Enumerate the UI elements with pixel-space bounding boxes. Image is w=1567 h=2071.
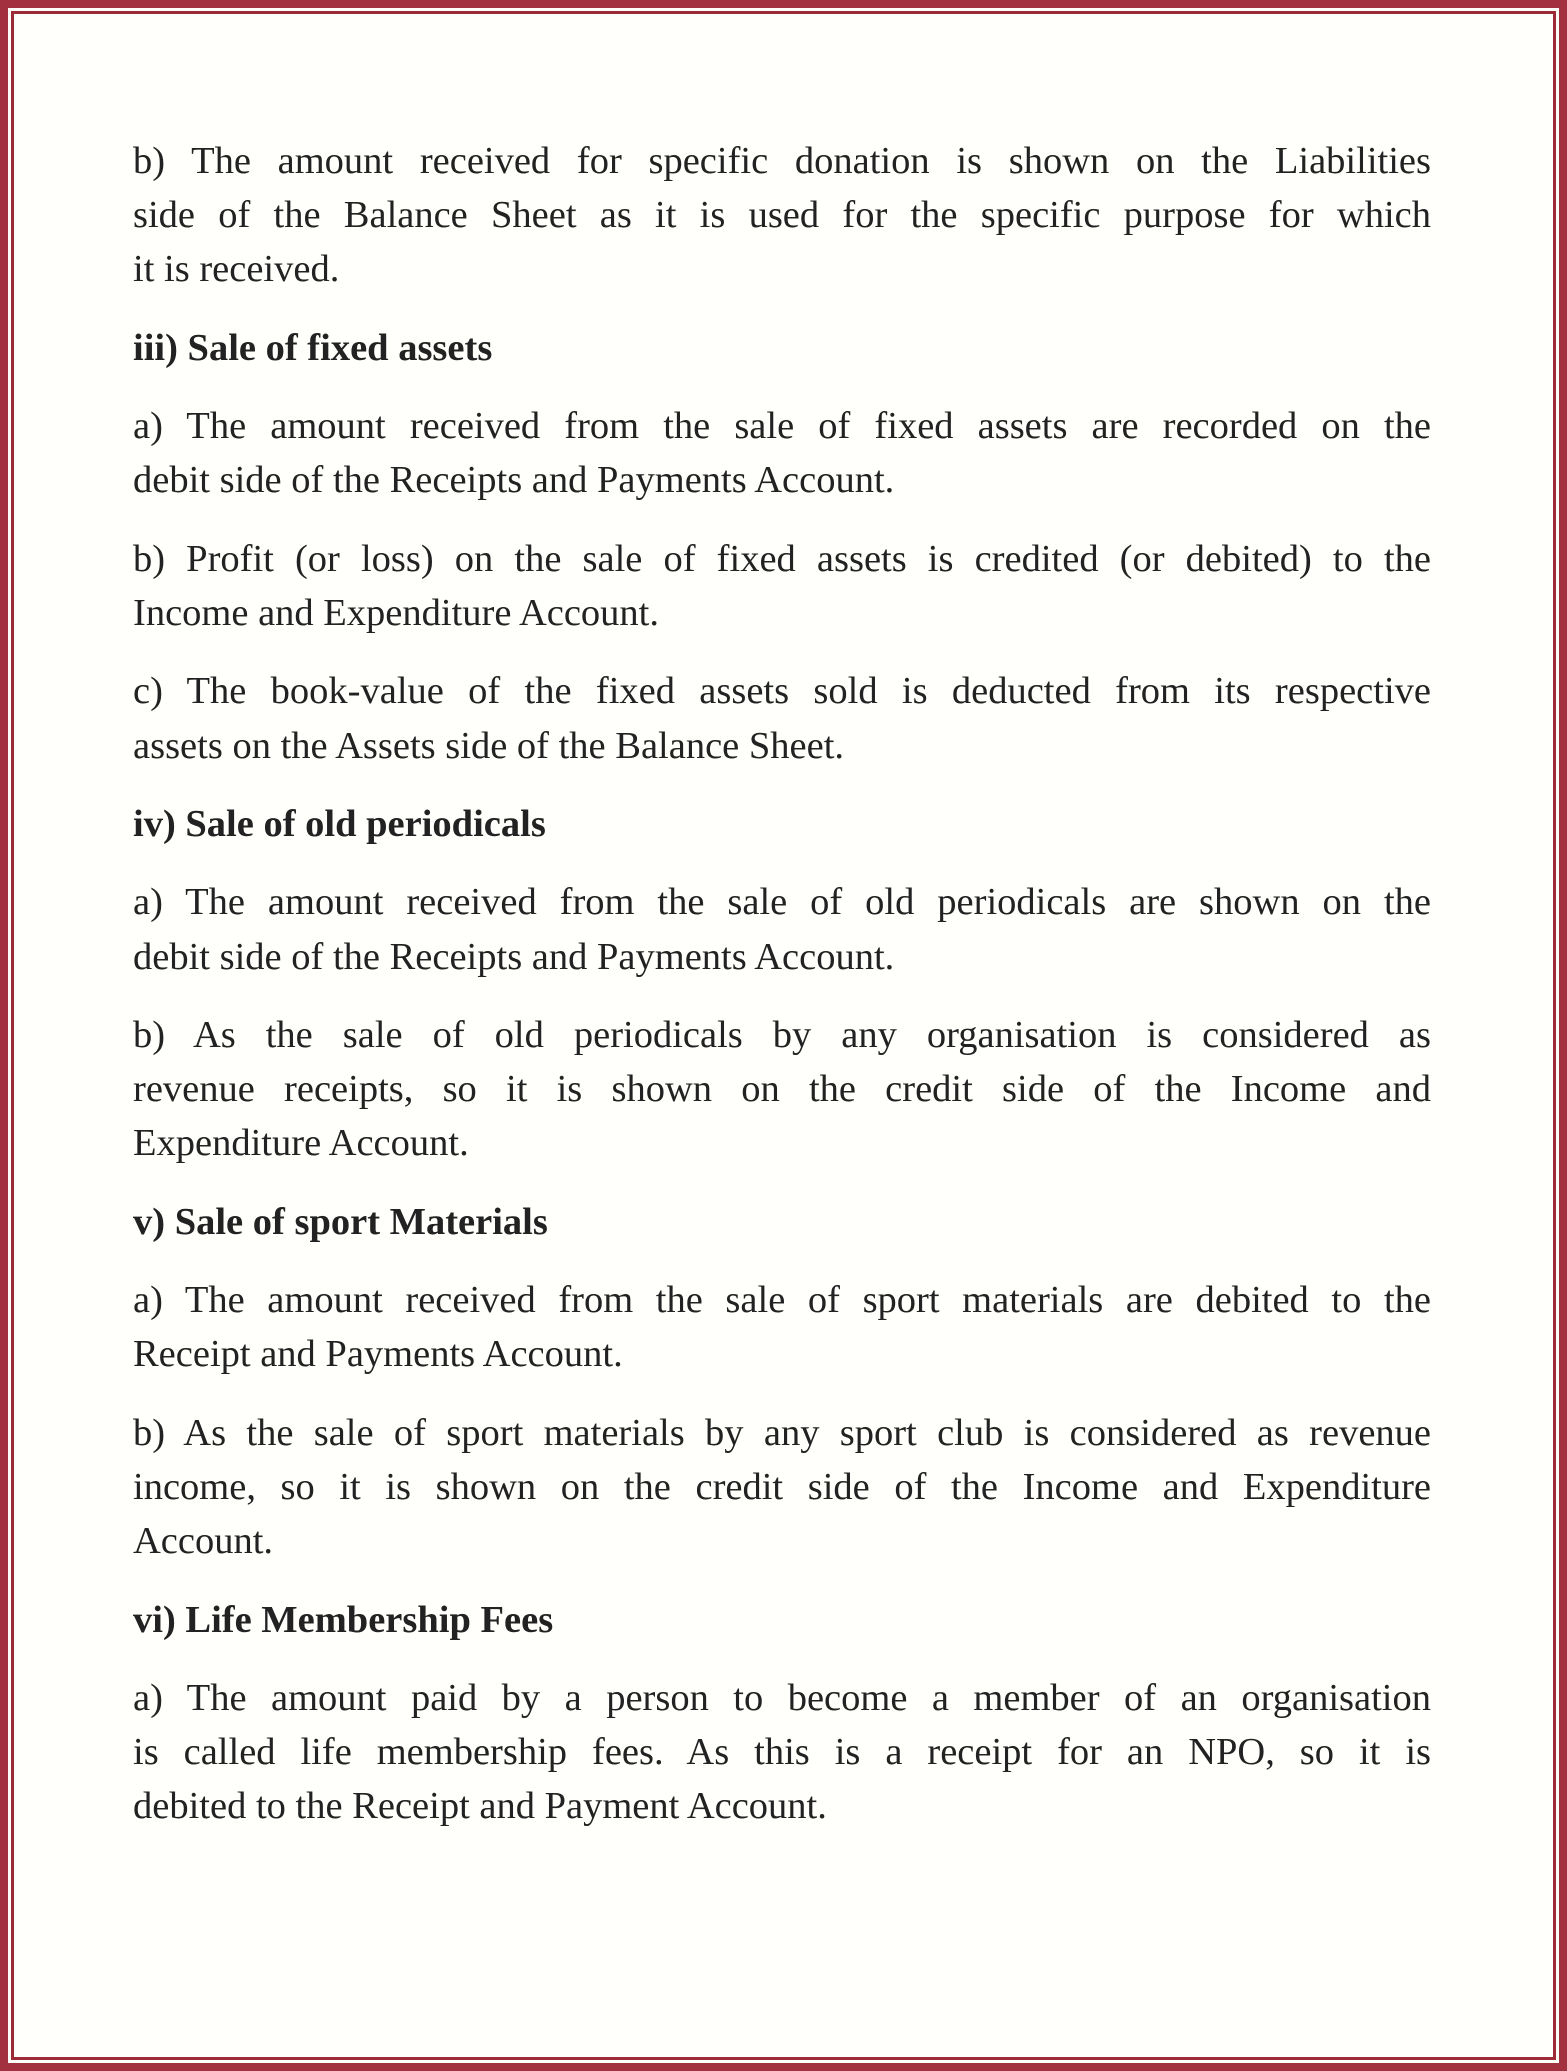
text-line: it is received. [133, 248, 340, 291]
section-heading [133, 1593, 1431, 1647]
paragraph [133, 1671, 1431, 1834]
section-heading [133, 797, 1431, 851]
text-line: iii) Sale of fixed assets [133, 326, 493, 369]
paragraph [133, 399, 1431, 507]
paragraph [133, 1008, 1431, 1171]
text-line: Expenditure Account. [133, 1122, 469, 1165]
section-heading [133, 321, 1431, 375]
text-line: Income and Expenditure Account. [133, 591, 659, 634]
text-line: side of the Balance Sheet as it is used for the specific purpose for which [133, 194, 1431, 237]
paragraph [133, 134, 1431, 297]
text-line: v) Sale of sport Materials [133, 1200, 548, 1243]
text-line: a) The amount received from the sale of sport materials are debited to the [133, 1279, 1431, 1322]
text-line: assets on the Assets side of the Balance Sheet. [133, 724, 845, 767]
document-body [133, 134, 1431, 1858]
paragraph [133, 664, 1431, 772]
text-line: debited to the Receipt and Payment Account. [133, 1785, 827, 1828]
paragraph [133, 1273, 1431, 1381]
text-line: b) The amount received for specific donation is shown on the Liabilities [133, 140, 1431, 182]
text-line: Account. [133, 1520, 274, 1563]
text-line: debit side of the Receipts and Payments Account. [133, 459, 895, 502]
text-line: c) The book-value of the fixed assets sold is deducted from its respective [133, 670, 1431, 713]
text-line: income, so it is shown on the credit side of the Income and Expenditure [133, 1465, 1431, 1508]
text-line: a) The amount paid by a person to become a member of an organisation [133, 1676, 1431, 1719]
text-line: a) The amount received from the sale of fixed assets are recorded on the [133, 405, 1431, 448]
text-line: revenue receipts, so it is shown on the credit side of the Income and [133, 1068, 1431, 1111]
text-line: b) Profit (or loss) on the sale of fixed assets is credited (or debited) to the [133, 537, 1431, 580]
text-line: is called life membership fees. As this is a receipt for an NPO, so it is [133, 1731, 1431, 1774]
text-line: vi) Life Membership Fees [133, 1598, 554, 1641]
text-line: b) As the sale of old periodicals by any organisation is considered as [133, 1013, 1431, 1056]
text-line: a) The amount received from the sale of old periodicals are shown on the [133, 881, 1431, 924]
paragraph [133, 875, 1431, 983]
section-heading [133, 1195, 1431, 1249]
text-line: debit side of the Receipts and Payments Account. [133, 935, 895, 978]
paragraph [133, 1406, 1431, 1569]
text-line: iv) Sale of old periodicals [133, 802, 546, 845]
text-line: b) As the sale of sport materials by any sport club is considered as revenue [133, 1411, 1431, 1454]
paragraph [133, 532, 1431, 640]
text-line: Receipt and Payments Account. [133, 1333, 623, 1376]
